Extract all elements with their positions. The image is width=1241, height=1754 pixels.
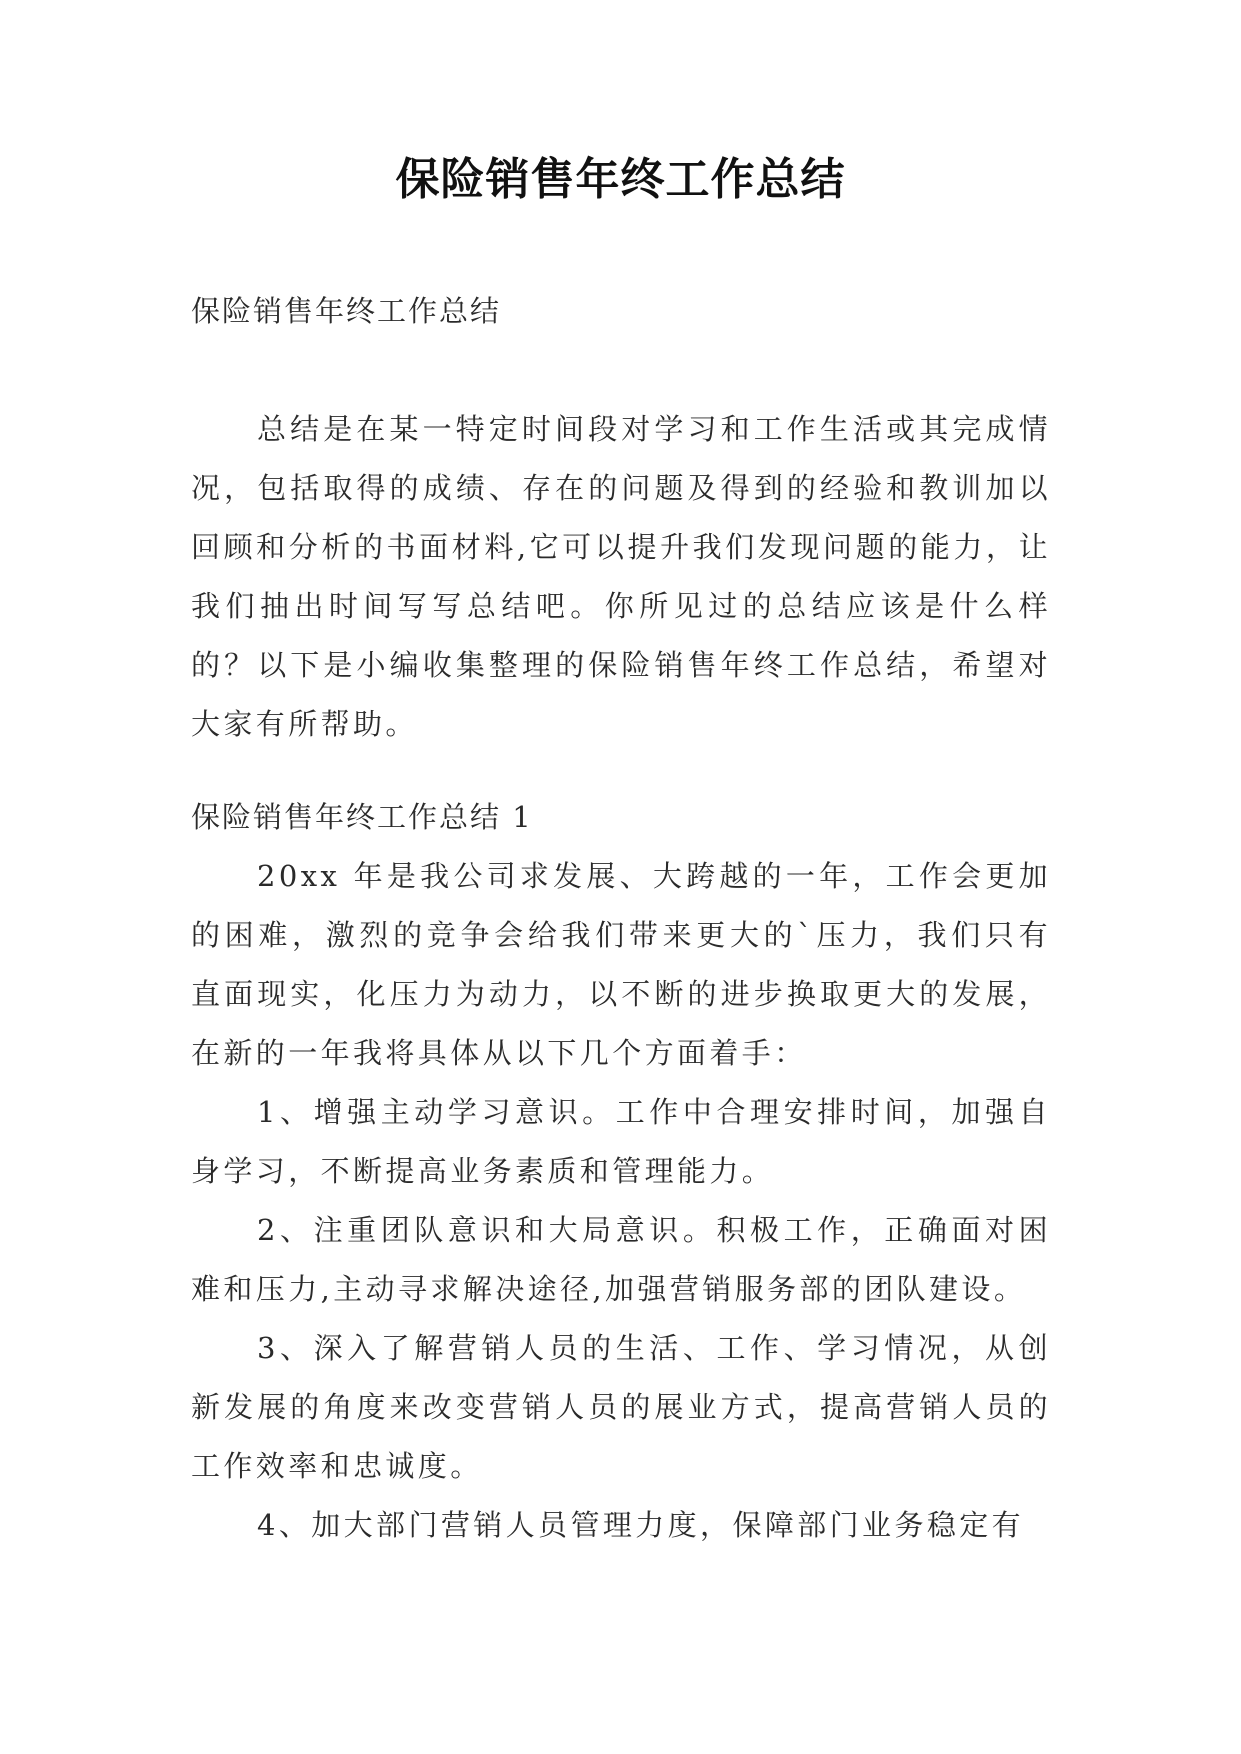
paragraph-item-2: 2、注重团队意识和大局意识。积极工作，正确面对困难和压力,主动寻求解决途径,加强营销服务部的团队建设。 [191,1213,1051,1306]
paragraph-item-3: 3、深入了解营销人员的生活、工作、学习情况，从创新发展的角度来改变营销人员的展业方式，提高营销人员的工作效率和忠诚度。 [191,1331,1051,1483]
section-heading: 保险销售年终工作总结 1 [191,800,533,834]
paragraph-item-1: 1、增强主动学习意识。工作中合理安排时间，加强自身学习，不断提高业务素质和管理能力。 [191,1095,1051,1188]
intro-paragraph: 总结是在某一特定时间段对学习和工作生活或其完成情况，包括取得的成绩、存在的问题及得到的经验和教训加以回顾和分析的书面材料,它可以提升我们发现问题的能力，让我们抽出时间写写总结吧。你所见过的总结应该是什么样的？以下是小编收集整理的保险销售年终工作总结，希望对大家有所帮助。 [191,412,1051,741]
document-title: 保险销售年终工作总结 [395,154,846,205]
document-subtitle: 保险销售年终工作总结 [191,294,502,328]
paragraph-overview: 20xx 年是我公司求发展、大跨越的一年，工作会更加的困难，激烈的竞争会给我们带来更大的`压力，我们只有直面现实，化压力为动力，以不断的进步换取更大的发展，在新的一年我将具体从以下几个方面着手： [191,859,1051,1070]
paragraph-item-4: 4、加大部门营销人员管理力度，保障部门业务稳定有 [257,1508,1025,1542]
section-body [191,847,1051,1555]
